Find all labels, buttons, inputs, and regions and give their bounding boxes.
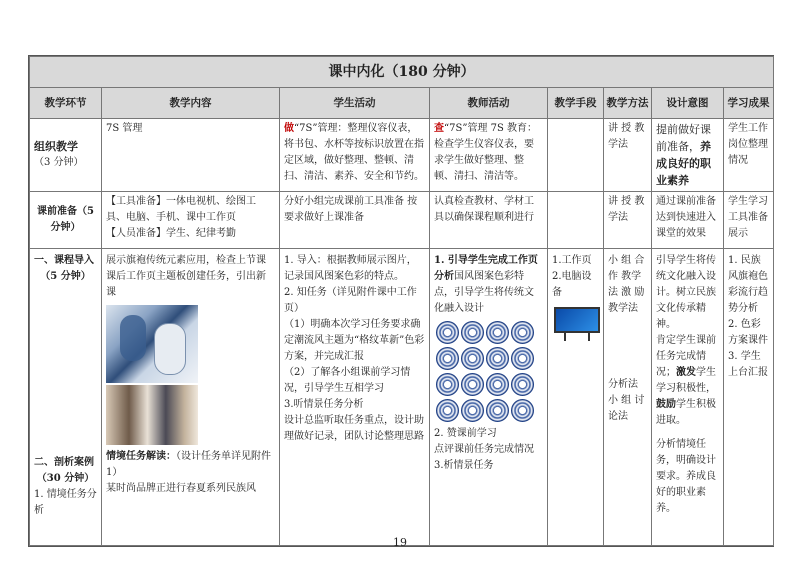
teacher-text: 3.析情景任务 bbox=[434, 460, 494, 471]
intent-cell bbox=[652, 119, 724, 192]
outcome-line: 2. 色彩方案课件 bbox=[728, 319, 768, 346]
stage-title: 二、剖析案例 bbox=[34, 457, 94, 468]
content-text: 某时尚品牌正进行春夏系列民族风 bbox=[106, 483, 256, 494]
means-cell bbox=[548, 249, 604, 546]
stage-title: 组织教学 bbox=[34, 140, 78, 153]
intent-text: 肯定学生课前任务完成情况； bbox=[656, 335, 716, 378]
check-prefix: 查 bbox=[434, 123, 444, 134]
method-cell bbox=[604, 249, 652, 546]
header-intent: 设计意图 bbox=[652, 88, 724, 119]
outcome-line: 3. 学生上台汇报 bbox=[728, 351, 768, 378]
means-cell bbox=[548, 119, 604, 192]
student-line: 2. 知任务（详见附件课中工作页） bbox=[284, 287, 417, 314]
qipao-photo-image bbox=[106, 385, 198, 445]
intent-text: 分析情境任务，明确设计要求。养成良好的职业素养。 bbox=[656, 439, 716, 514]
means-cell bbox=[548, 192, 604, 249]
header-teacher-activity: 教师活动 bbox=[430, 88, 548, 119]
qipao-photo-image bbox=[106, 305, 198, 383]
intent-bold: 激发 bbox=[676, 367, 696, 378]
monitor-icon bbox=[554, 307, 602, 341]
teacher-cell bbox=[430, 249, 548, 546]
intent-text: 引导学生将传统文化融入设计。树立民族文化传承精神。 bbox=[656, 255, 716, 330]
student-text: “7S”管理：整理仪容仪表，将书包、水杯等按标识放置在指定区域，做好整理、整顿、清扫、清洁、素养、安全和节约。 bbox=[284, 123, 424, 182]
intent-text: 学生学习积极性， bbox=[656, 367, 716, 394]
table-row bbox=[30, 192, 774, 249]
outcome-cell: 学生学习工具准备展示 bbox=[724, 192, 774, 249]
outcome-line: 1. 民族风旗袍色彩流行趋势分析 bbox=[728, 255, 768, 314]
means-line: 1.工作页 bbox=[552, 255, 592, 266]
header-method: 教学方法 bbox=[604, 88, 652, 119]
table-row bbox=[30, 249, 774, 546]
header-means: 教学手段 bbox=[548, 88, 604, 119]
teacher-cell bbox=[430, 119, 548, 192]
method-line: 小 组 合作 教学法 激 励 教学法 bbox=[608, 255, 645, 314]
teacher-text: “7S”管理 7S 教育：检查学生仪容仪表，要求学生做好整理、整顿、清扫、清洁等。 bbox=[434, 123, 538, 182]
page-number: 19 bbox=[393, 536, 407, 549]
teacher-text: 2. 赞课前学习 bbox=[434, 428, 497, 439]
student-cell bbox=[280, 249, 430, 546]
method-line: 分析法 小 组 讨论法 bbox=[608, 379, 645, 422]
task-label: 情境任务解读： bbox=[106, 451, 176, 462]
teacher-bold: 1. 引导学生完成工作页分析 bbox=[434, 255, 538, 282]
stage-title: 一、课程导入 bbox=[34, 255, 94, 266]
content-cell: 7S 管理 bbox=[102, 119, 280, 192]
stage-time: （3 分钟） bbox=[34, 157, 84, 168]
outcome-cell bbox=[724, 249, 774, 546]
outcome-cell: 学生工作岗位整理情况 bbox=[724, 119, 774, 192]
do-prefix: 做 bbox=[284, 123, 294, 134]
table-title: 课中内化（180 分钟） bbox=[30, 57, 774, 88]
content-line: 【人员准备】学生、纪律考勤 bbox=[106, 228, 236, 239]
teacher-cell: 认真检查教材、学材工具以确保课程顺利进行 bbox=[430, 192, 548, 249]
lesson-plan-table bbox=[28, 55, 774, 547]
header-stage: 教学环节 bbox=[30, 88, 102, 119]
means-line: 2.电脑设备 bbox=[552, 271, 592, 298]
student-cell bbox=[280, 119, 430, 192]
student-line: 3.听情景任务分析 bbox=[284, 399, 364, 410]
intent-bold: 养成良好的职业素养 bbox=[656, 140, 711, 187]
stage-time: （30 分钟） bbox=[36, 473, 95, 484]
teacher-text: 点评课前任务完成情况 bbox=[434, 444, 534, 455]
content-cell bbox=[102, 192, 280, 249]
stage-item: 1. 情境任务分析 bbox=[34, 489, 97, 516]
student-line: 设计总监听取任务重点，设计助理做好记录，团队讨论整理思路 bbox=[284, 415, 424, 442]
method-cell: 讲 授 教学法 bbox=[604, 192, 652, 249]
intent-text: 提前做好课前准备， bbox=[656, 123, 711, 153]
table-row bbox=[30, 119, 774, 192]
student-line: （2）了解各小组课前学习情况，引导学生互相学习 bbox=[284, 367, 411, 394]
header-student-activity: 学生活动 bbox=[280, 88, 430, 119]
content-text: 展示旗袍传统元素应用，检查上节课课后工作页主题板创建任务，引出新课 bbox=[106, 255, 266, 298]
teacher-text: 国风图案色彩特点，引导学生将传统文化融入设计 bbox=[434, 271, 534, 314]
task-text: （设计任务单详见附件 1） bbox=[106, 451, 271, 478]
header-outcome: 学习成果 bbox=[724, 88, 774, 119]
intent-cell bbox=[652, 249, 724, 546]
content-line: 【工具准备】一体电视机、绘图工具、电脑、手机、课中工作页 bbox=[106, 196, 256, 223]
student-cell: 分好小组完成课前工具准备 按要求做好上课准备 bbox=[280, 192, 430, 249]
student-line: （1）明确本次学习任务要求确定潮流风主题为“格纹革新”色彩方案，并完成汇报 bbox=[284, 319, 425, 362]
header-content: 教学内容 bbox=[102, 88, 280, 119]
intent-text: 学生积极进取。 bbox=[656, 399, 716, 426]
stage-cell: 课前准备（5 分钟） bbox=[30, 192, 102, 249]
intent-cell: 通过课前准备达到快速进入课堂的效果 bbox=[652, 192, 724, 249]
stage-cell bbox=[30, 249, 102, 546]
student-line: 1. 导入：根据教师展示图片，记录国风图案色彩的特点。 bbox=[284, 255, 417, 282]
content-cell bbox=[102, 249, 280, 546]
pattern-circles-image bbox=[436, 321, 543, 422]
intent-bold: 鼓励 bbox=[656, 399, 676, 410]
method-cell: 讲 授 教学法 bbox=[604, 119, 652, 192]
stage-time: （5 分钟） bbox=[40, 271, 91, 282]
